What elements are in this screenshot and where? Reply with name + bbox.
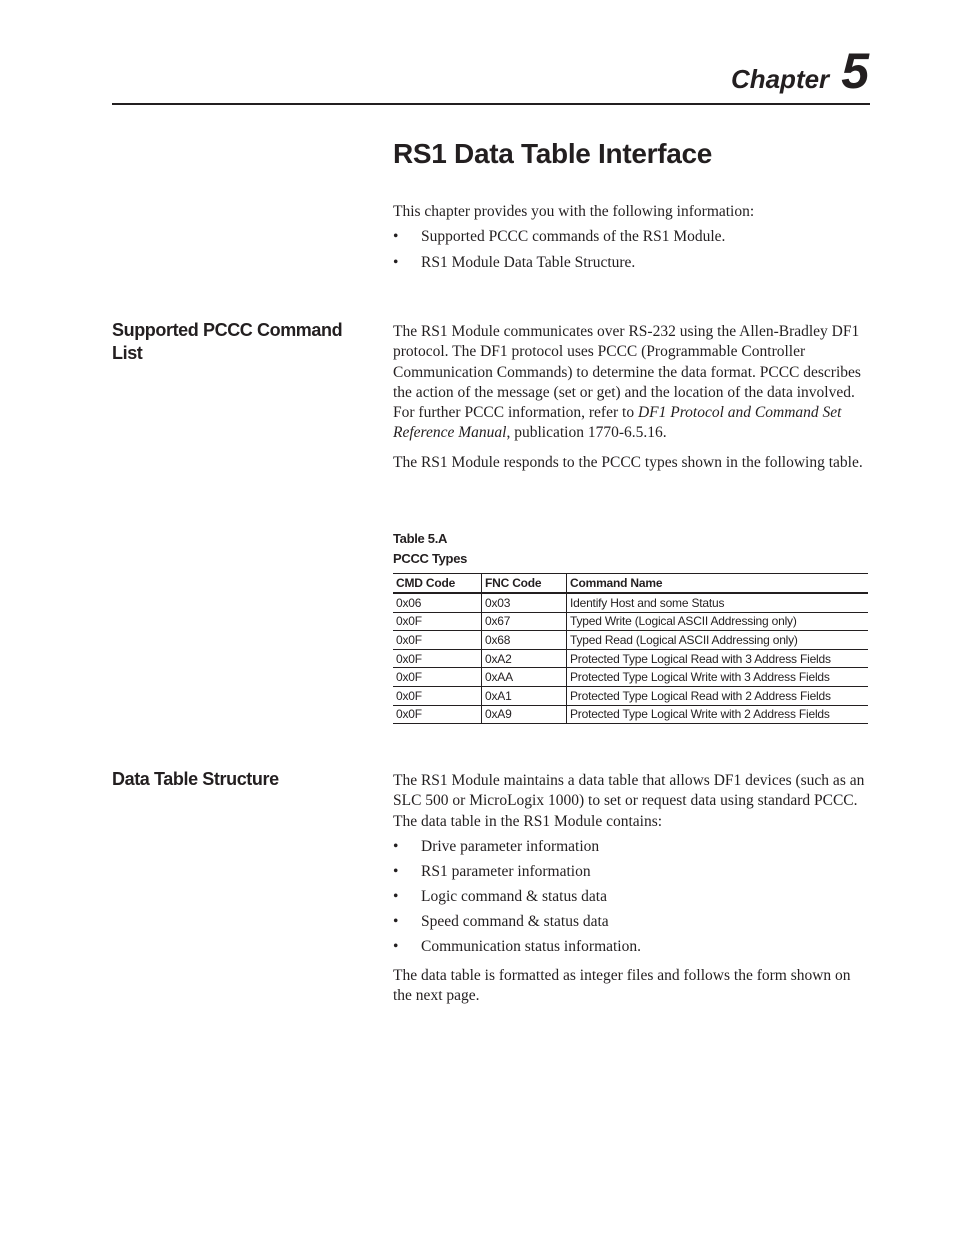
command-name-cell: Identify Host and some Status xyxy=(567,593,869,612)
table-row xyxy=(393,593,868,612)
intro-bullet-item: • RS1 Module Data Table Structure. xyxy=(393,253,871,273)
table-row xyxy=(393,631,868,650)
command-name-cell: Typed Read (Logical ASCII Addressing only) xyxy=(567,631,869,650)
cmd-code-cell: 0x0F xyxy=(393,649,482,668)
fnc-code-cell: 0x67 xyxy=(482,612,567,631)
command-name-cell: Protected Type Logical Write with 3 Address Fields xyxy=(567,668,869,687)
command-name-cell: Typed Write (Logical ASCII Addressing only) xyxy=(567,612,869,631)
command-name-cell: Protected Type Logical Read with 2 Address Fields xyxy=(567,686,869,705)
command-name-cell: Protected Type Logical Write with 2 Address Fields xyxy=(567,705,869,724)
intro-bullet-list xyxy=(393,227,871,273)
table-row xyxy=(393,705,868,724)
cmd-code-cell: 0x0F xyxy=(393,612,482,631)
data-table-bullet-item: • Drive parameter information xyxy=(393,837,871,857)
table-number: Table 5.A xyxy=(393,531,448,546)
table-row xyxy=(393,668,868,687)
data-table-bullet-list xyxy=(393,837,871,957)
data-table-bullet-item: • Communication status information. xyxy=(393,937,871,957)
pccc-paragraph xyxy=(393,322,871,444)
pccc-types-intro: The RS1 Module responds to the PCCC types shown in the following table. xyxy=(393,453,863,471)
data-table-bullet-item: • RS1 parameter information xyxy=(393,862,871,882)
fnc-code-cell: 0xA1 xyxy=(482,686,567,705)
chapter-label: Chapter xyxy=(730,64,830,94)
pccc-paragraph-text-end: , publication 1770-6.5.16. xyxy=(506,424,667,442)
data-table-bullet-item: • Logic command & status data xyxy=(393,887,871,907)
cmd-code-cell: 0x0F xyxy=(393,686,482,705)
cmd-code-cell: 0x0F xyxy=(393,668,482,687)
fnc-code-cell: 0xA9 xyxy=(482,705,567,724)
section-heading-data-table: Data Table Structure xyxy=(112,769,279,789)
fnc-code-cell: 0x03 xyxy=(482,593,567,612)
pccc-types-table xyxy=(393,573,868,724)
pccc-paragraph-text: The RS1 Module communicates over RS-232 using the Allen-Bradley DF1 protocol. The DF1 protocol uses PCCC (Programmable Controller Communication Commands) to determine the data format. PCCC describes the action of the message (set or get) and the location of the data involved. For further PCCC information, refer to xyxy=(393,323,861,422)
column-header-fnc-code: FNC Code xyxy=(482,574,567,594)
data-table-closing-paragraph: The data table is formatted as integer files and follows the form shown on the next page. xyxy=(393,966,851,1005)
fnc-code-cell: 0xA2 xyxy=(482,649,567,668)
intro-lead: This chapter provides you with the following information: xyxy=(393,203,755,220)
command-name-cell: Protected Type Logical Read with 3 Address Fields xyxy=(567,649,869,668)
cmd-code-cell: 0x0F xyxy=(393,631,482,650)
intro-section xyxy=(393,202,871,273)
cmd-code-cell: 0x06 xyxy=(393,593,482,612)
chapter-header xyxy=(730,43,869,99)
table-title: PCCC Types xyxy=(393,551,468,566)
data-table-section-body xyxy=(393,771,871,1006)
section-heading-pccc: Supported PCCC Command List xyxy=(112,320,343,363)
chapter-number: 5 xyxy=(841,43,869,99)
fnc-code-cell: 0xAA xyxy=(482,668,567,687)
table-caption xyxy=(393,529,467,569)
data-table-paragraph: The RS1 Module maintains a data table that allows DF1 devices (such as an SLC 500 or MicroLogix 1000) to set or request data using standard PCCC. The data table in the RS1 Module contains: xyxy=(393,772,865,830)
table-header-row xyxy=(393,574,868,594)
table-row xyxy=(393,686,868,705)
reference-manual-title: DF1 Protocol and Command Set Reference Manual xyxy=(393,404,842,442)
data-table-bullet-item: • Speed command & status data xyxy=(393,912,871,932)
table-row xyxy=(393,649,868,668)
column-header-command-name: Command Name xyxy=(567,574,869,594)
cmd-code-cell: 0x0F xyxy=(393,705,482,724)
pccc-section-body xyxy=(393,322,871,473)
table-row xyxy=(393,612,868,631)
fnc-code-cell: 0x68 xyxy=(482,631,567,650)
column-header-cmd-code: CMD Code xyxy=(393,574,482,594)
header-rule xyxy=(112,103,870,105)
intro-bullet-item: • Supported PCCC commands of the RS1 Module. xyxy=(393,227,871,247)
page-title: RS1 Data Table Interface xyxy=(393,138,713,169)
